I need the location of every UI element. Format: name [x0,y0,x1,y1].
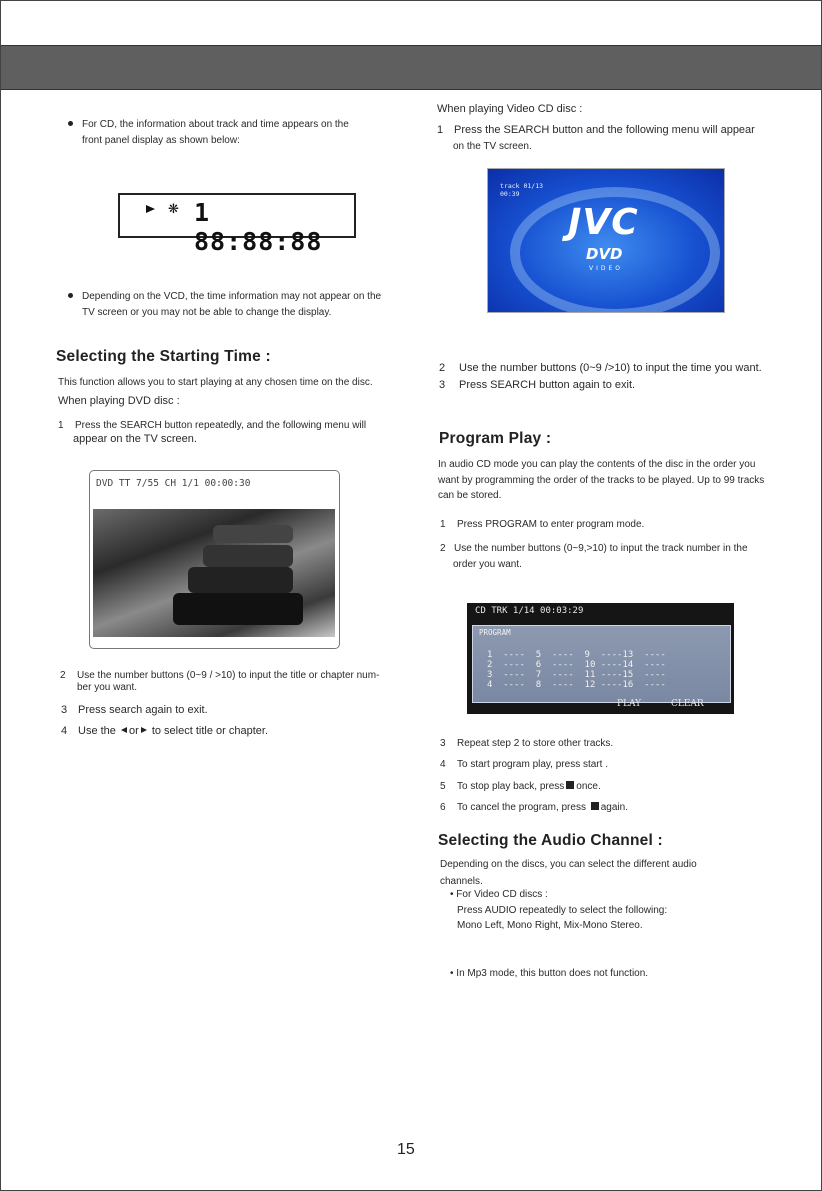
race-photo [93,509,335,637]
program-step2: 2 Use the number buttons (0~9,>10) to input the track number in the [440,543,748,554]
audio-mp3-bullet: • In Mp3 mode, this button does not function. [450,968,649,979]
audio-intro-line2: channels. [440,876,483,887]
right-arrow-icon [141,727,147,733]
dvd-step2-line2: ber you want. [77,682,138,693]
jvc-logo: JVC [568,202,639,243]
race-car [188,567,293,593]
program-screen-panel [472,625,731,703]
program-intro-line1: In audio CD mode you can play the contents of the disc in the order you [438,459,756,470]
race-car [213,525,293,543]
dvd-logo: DVD [586,245,623,263]
vcd-bullet-line2: TV screen or you may not be able to change the display. [82,307,332,318]
program-step5: 5 To stop play back, press once. [440,781,601,792]
audio-vcd-bullet: • For Video CD discs : [450,889,548,900]
program-step2-line2: order you want. [453,559,522,570]
header-band [1,45,821,90]
audio-vcd-line2: Mono Left, Mono Right, Mix-Mono Stereo. [457,920,643,931]
program-step1: 1 Press PROGRAM to enter program mode. [440,519,645,530]
dvd-step1-line2: appear on the TV screen. [73,433,197,445]
race-car [173,593,303,625]
program-step4: 4 To start program play, press start . [440,759,608,770]
bullet-icon: • [450,889,454,900]
vcd-bullet: Depending on the VCD, the time information may not appear on the [68,289,381,304]
vcd-step1-line2: on the TV screen. [453,141,532,152]
disc-spin-icon: ❋ [168,201,179,216]
dvd-step3: 3 Press search again to exit. [61,704,208,716]
vcd-label: When playing Video CD disc : [437,103,583,115]
program-screen-image [467,603,734,714]
starting-time-heading: Selecting the Starting Time : [56,348,271,365]
lcd-display-panel [118,193,356,256]
race-car [203,545,293,567]
dvd-step1: 1 Press the SEARCH button repeatedly, and the following menu will [58,420,367,431]
program-intro-line2: want by programming the order of the tracks to be played. Up to 99 tracks [438,475,765,486]
page-number: 15 [397,1141,415,1158]
cd-bullet-line2: front panel display as shown below: [82,135,240,146]
bullet-icon [68,293,73,298]
bullet-icon [68,121,73,126]
program-clear-button: CLEAR [671,699,704,709]
dvd-video-label: VIDEO [589,265,624,272]
stop-icon [566,781,574,789]
vcd-step3: 3 Press SEARCH button again to exit. [439,379,636,391]
bullet-icon: • [450,968,454,979]
lcd-digits: 1 88:88:88 [194,198,323,256]
audio-vcd-line1: Press AUDIO repeatedly to select the following: [457,905,668,916]
race-screen-image [89,470,340,649]
audio-channel-heading: Selecting the Audio Channel : [438,832,663,849]
starting-time-intro: This function allows you to start playing at any chosen time on the disc. [58,377,373,388]
program-play-heading: Program Play : [439,430,552,447]
left-arrow-icon [121,727,127,733]
cd-bullet: For CD, the information about track and time appears on the [68,117,349,132]
program-screen-grid: 1 ---- 5 ---- 9 ----13 ---- 2 ---- 6 ---- 10 ----14 ---- 3 ---- 7 ---- 11 ----15 ---- 4 ---- 8 ---- 12 ----16 ---- [487,650,666,690]
program-step6: 6 To cancel the program, press again. [440,802,628,813]
jvc-screen-image [487,168,725,313]
program-step3: 3 Repeat step 2 to store other tracks. [440,738,614,749]
stop-icon [591,802,599,810]
vcd-step2: 2 Use the number buttons (0~9 />10) to input the time you want. [439,362,762,374]
program-screen-status: CD TRK 1/14 00:03:29 [475,606,584,616]
vcd-step1: 1 Press the SEARCH button and the following menu will appear [437,124,755,136]
race-osd: DVD TT 7/55 CH 1/1 00:00:30 [96,478,251,489]
play-icon [146,205,155,213]
jvc-osd: track 01/13 00:39 [500,182,544,198]
program-screen-title: PROGRAM [479,628,511,637]
audio-intro-line1: Depending on the discs, you can select the different audio [440,859,697,870]
program-intro-line3: can be stored. [438,490,502,501]
dvd-step4: 4 Use the or to select title or chapter. [61,725,268,737]
program-play-button: PLAY [617,699,642,709]
dvd-label: When playing DVD disc : [58,395,180,407]
dvd-step2: 2 Use the number buttons (0~9 / >10) to input the title or chapter num- [60,670,380,681]
